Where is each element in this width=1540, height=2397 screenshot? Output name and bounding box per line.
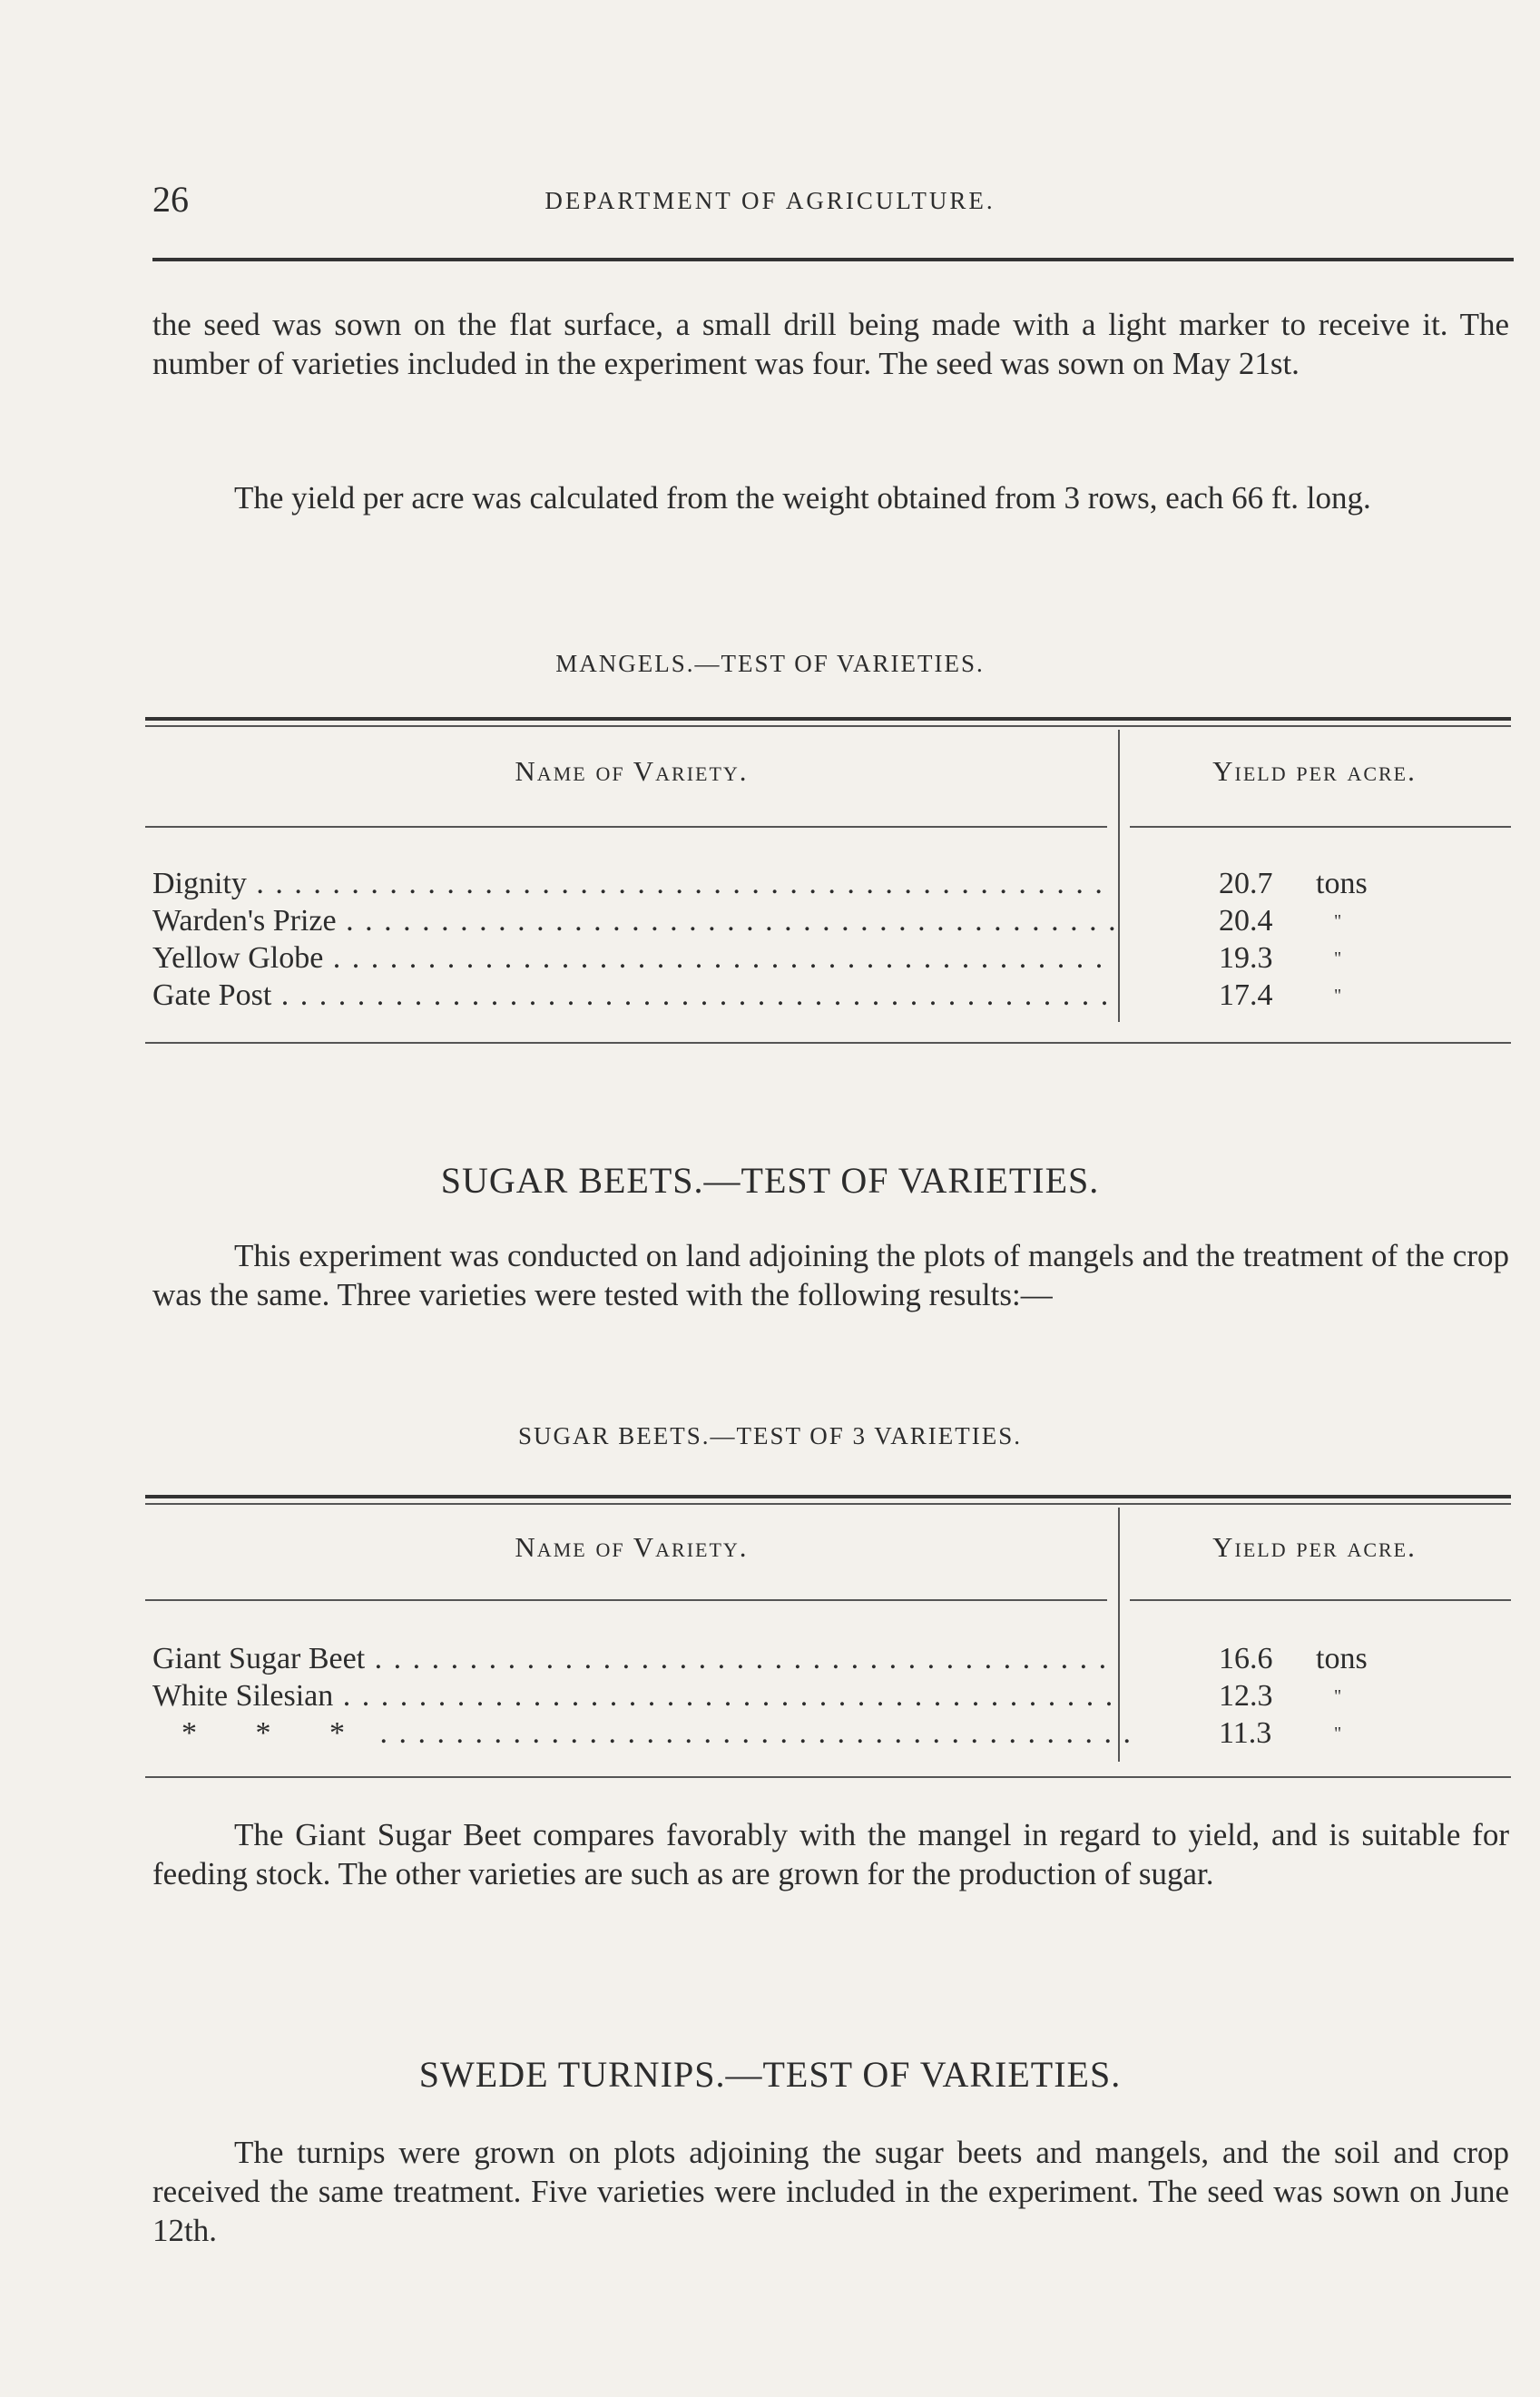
table-row [145,1642,1511,1678]
table-row [145,1716,1511,1753]
sugar-beets-table [145,1495,1511,1794]
header-rule-right [1130,826,1511,828]
variety-name: White Silesian . . . [152,1679,1114,1714]
table-top-rule-thin [145,725,1511,727]
yield-value: 17.4 [1219,978,1273,1012]
yield-unit: " [1334,1686,1342,1706]
table-top-rule-thin [145,1503,1511,1505]
table-row [145,867,1511,903]
yield-value: 19.3 [1219,941,1273,975]
mangels-table-caption: MANGELS.—TEST OF VARIETIES. [555,650,985,677]
table-row [145,941,1511,977]
yield-unit: " [1334,1724,1342,1744]
sugar-beets-note-paragraph: The Giant Sugar Beet compares favorably with the mangel in regard to yield, and is suitable for feeding stock. The other varieties are such as are grown for the production of sugar. [152,1817,1509,1891]
yield-unit: " [1334,986,1342,1006]
swede-turnips-heading: SWEDE TURNIPS.—TEST OF VARIETIES. [418,2054,1122,2095]
variety-name: Dignity . . . [152,867,1114,901]
intro-paragraph-1: the seed was sown on the flat surface, a small drill being made with a light marker to receive it. The number of varieties included in the experiment was four. The seed was sown on May 21st. [152,307,1509,381]
table-row [145,904,1511,940]
yield-value: 11.3 [1219,1716,1272,1750]
column-header-yield: Yield per acre. [1212,1531,1417,1563]
yield-unit: tons [1316,867,1368,900]
yield-unit: " [1334,948,1342,968]
header-rule-right [1130,1599,1511,1601]
variety-name: Giant Sugar Beet . . . [152,1642,1114,1676]
variety-name: * * * . . . [181,1716,1143,1751]
yield-unit: tons [1316,1642,1368,1675]
swede-turnips-paragraph: The turnips were grown on plots adjoining the sugar beets and mangels, and the soil and crop received the same treatment. Five varieties were included in the experiment. The seed was sown on June 12th. [152,2135,1509,2248]
column-header-yield: Yield per acre. [1212,755,1417,787]
yield-value: 20.4 [1219,904,1273,938]
table-bottom-rule [145,1042,1511,1044]
sugar-beets-heading: SUGAR BEETS.—TEST OF VARIETIES. [440,1160,1100,1201]
table-row [145,978,1511,1015]
yield-value: 16.6 [1219,1642,1273,1675]
header-rule [152,258,1514,261]
table-top-rule [145,717,1511,721]
intro-paragraph-2: The yield per acre was calculated from the weight obtained from 3 rows, each 66 ft. long. [234,480,1371,516]
sugar-beets-paragraph: This experiment was conducted on land adjoining the plots of mangels and the treatment of the crop was the same. Three varieties were tested with the following results:— [152,1238,1509,1312]
column-header-name: Name of Variety. [515,755,749,787]
column-header-name: Name of Variety. [515,1531,749,1563]
yield-value: 12.3 [1219,1679,1273,1713]
yield-unit: " [1334,911,1342,931]
sugar-beets-table-caption: SUGAR BEETS.—TEST OF 3 VARIETIES. [517,1422,1023,1449]
header-rule-left [145,826,1107,828]
table-row [145,1679,1511,1715]
table-top-rule [145,1495,1511,1498]
variety-name: Warden's Prize . . . [152,904,1114,938]
yield-value: 20.7 [1219,867,1273,900]
header-rule-left [145,1599,1107,1601]
table-bottom-rule [145,1776,1511,1778]
variety-name: Yellow Globe . . . [152,941,1114,976]
page-number: 26 [152,179,189,220]
mangels-table [145,717,1511,1053]
variety-name: Gate Post . . . [152,978,1114,1013]
running-head: DEPARTMENT OF AGRICULTURE. [544,187,996,214]
